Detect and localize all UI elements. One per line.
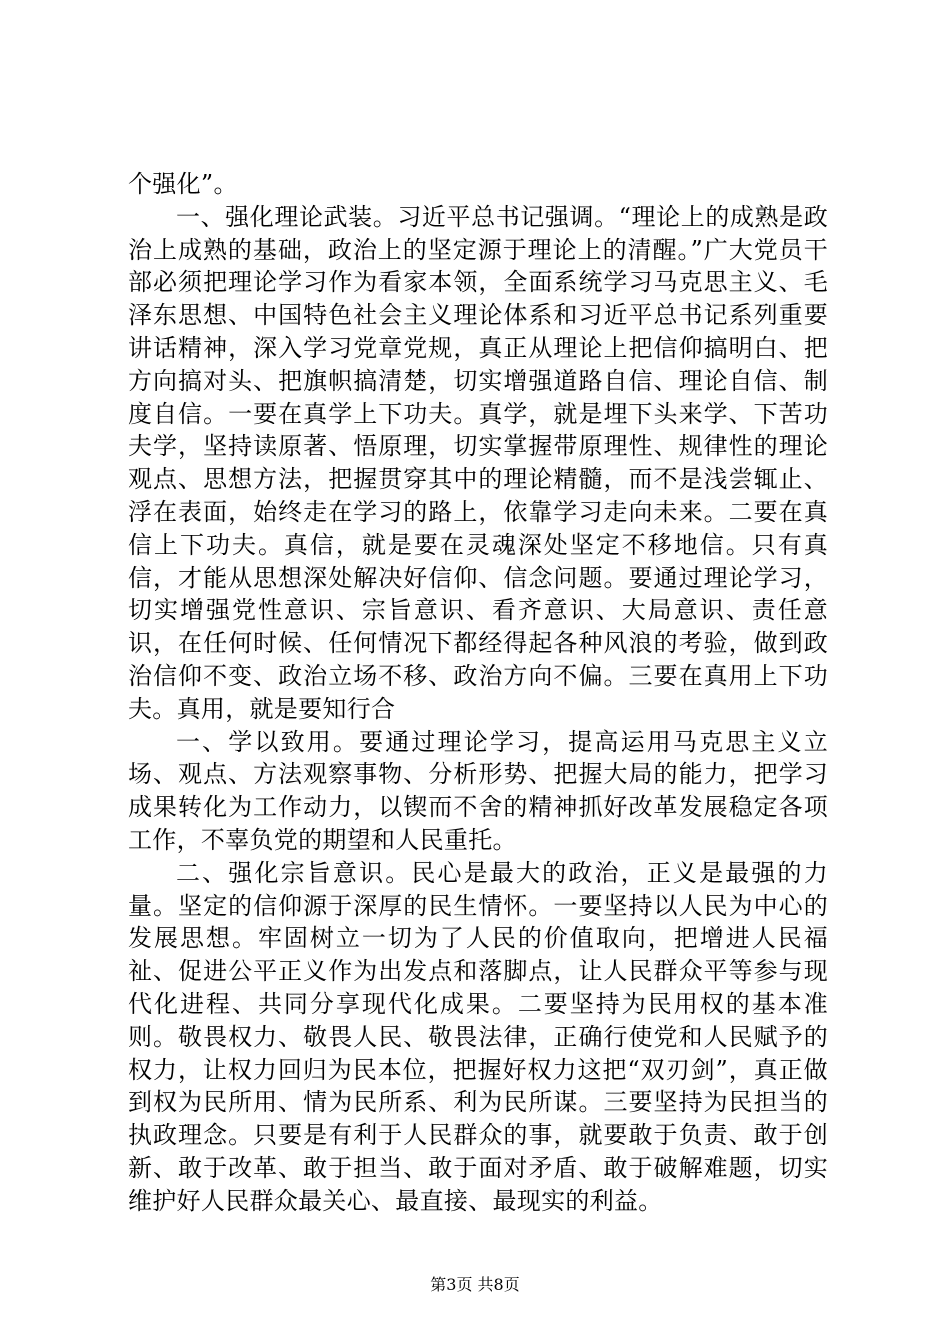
paragraph-apply-learning: 一、学以致用。要通过理论学习，提高运用马克思主义立场、观点、方法观察事物、分析形势、把握大局的能力，把学习成果转化为工作动力，以锲而不舍的精神抓好改革发展稳定各项工作，不辜负党的期望和人民重托。 <box>128 727 828 854</box>
document-body <box>128 168 828 1218</box>
page-number: 第3页 共8页 <box>430 1275 520 1294</box>
paragraph-theory-armament: 一、强化理论武装。习近平总书记强调。“理论上的成熟是政治上成熟的基础，政治上的坚定源于理论上的清醒。”广大党员干部必须把理论学习作为看家本领，全面系统学习马克思主义、毛泽东思想、中国特色社会主义理论体系和习近平总书记系列重要讲话精神，深入学习党章党规，真正从理论上把信仰搞明白、把方向搞对头、把旗帜搞清楚，切实增强道路自信、理论自信、制度自信。一要在真学上下功夫。真学，就是埋下头来学、下苦功夫学，坚持读原著、悟原理，切实掌握带原理性、规律性的理论观点、思想方法，把握贯穿其中的理论精髓，而不是浅尝辄止、浮在表面，始终走在学习的路上，依靠学习走向未来。二要在真信上下功夫。真信，就是要在灵魂深处坚定不移地信。只有真信，才能从思想深处解决好信仰、信念问题。要通过理论学习，切实增强党性意识、宗旨意识、看齐意识、大局意识、责任意识，在任何时候、任何情况下都经得起各种风浪的考验，做到政治信仰不变、政治立场不移、政治方向不偏。三要在真用上下功夫。真用，就是要知行合 <box>128 202 828 723</box>
paragraph-continuation: 个强化”。 <box>128 170 238 198</box>
paragraph-purpose-awareness: 二、强化宗旨意识。民心是最大的政治，正义是最强的力量。坚定的信仰源于深厚的民生情怀。一要坚持以人民为中心的发展思想。牢固树立一切为了人民的价值取向，把增进人民福祉、促进公平正义作为出发点和落脚点，让人民群众平等参与现代化进程、共同分享现代化成果。二要坚持为民用权的基本准则。敬畏权力、敬畏人民、敬畏法律，正确行使党和人民赋予的权力，让权力回归为民本位，把握好权力这把“双刃剑”，真正做到权为民所用、情为民所系、利为民所谋。三要坚持为民担当的执政理念。只要是有利于人民群众的事，就要敢于负责、敢于创新、敢于改革、敢于担当、敢于面对矛盾、敢于破解难题，切实维护好人民群众最关心、最直接、最现实的利益。 <box>128 858 828 1215</box>
page-footer <box>0 1272 950 1295</box>
